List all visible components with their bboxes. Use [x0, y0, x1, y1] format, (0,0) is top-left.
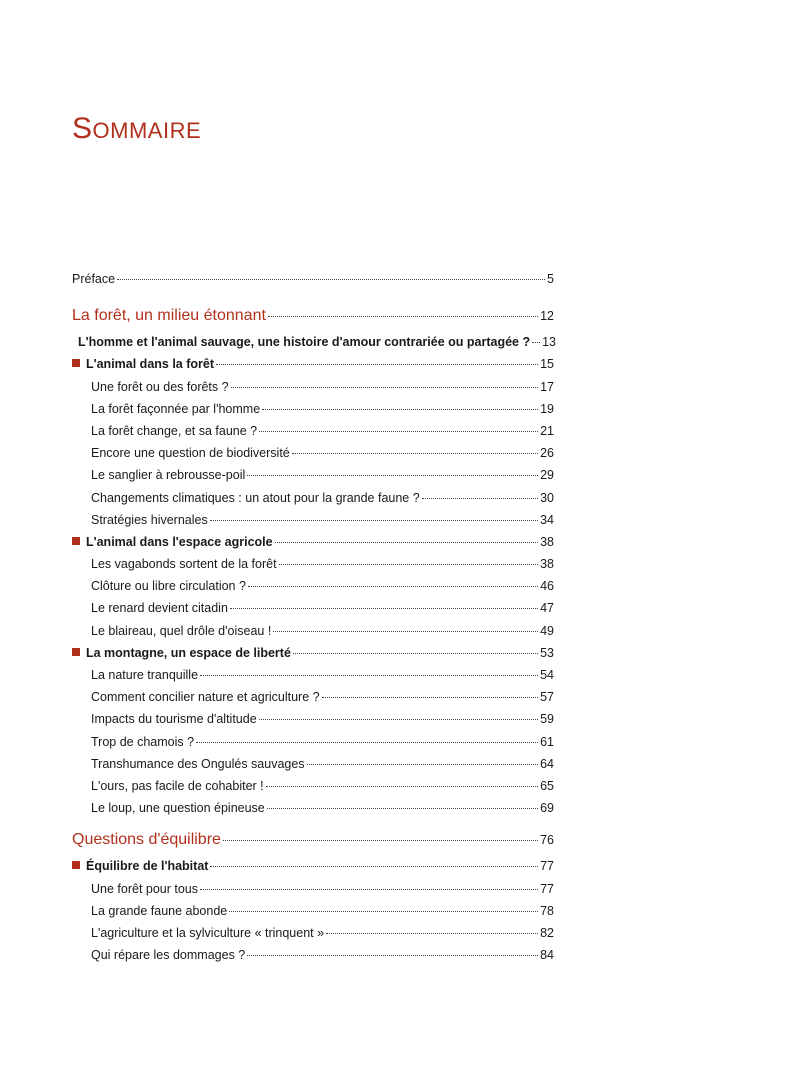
- toc-page-number: 53: [540, 645, 554, 660]
- toc-section[interactable]: [72, 442, 554, 464]
- toc-section-label: La grande faune abonde: [91, 903, 228, 918]
- toc-section-label: Trop de chamois ?: [91, 734, 195, 749]
- toc-page-number: 77: [540, 881, 554, 896]
- toc-chapter-label: L'homme et l'animal sauvage, une histoire d'amour contrariée ou partagée ?: [78, 335, 531, 350]
- toc-section[interactable]: [72, 878, 554, 900]
- dot-leader: [259, 718, 538, 720]
- toc-section[interactable]: [72, 553, 554, 575]
- page-title: [72, 112, 201, 146]
- toc-chapter-label: L'animal dans l'espace agricole: [86, 534, 273, 549]
- square-bullet-icon: [72, 359, 80, 367]
- title-rest: OMMAIRE: [92, 118, 202, 144]
- dot-leader: [196, 741, 538, 743]
- dot-leader: [266, 785, 538, 787]
- toc-section[interactable]: [72, 575, 554, 597]
- toc-section-label: Stratégies hivernales: [91, 512, 208, 527]
- toc-part-label: La forêt, un milieu étonnant: [72, 307, 266, 325]
- toc-page-number: 65: [540, 778, 554, 793]
- toc-page-number: 69: [540, 801, 554, 816]
- toc-section-label: Qui répare les dommages ?: [91, 948, 246, 963]
- toc-page-number: 64: [540, 756, 554, 771]
- dot-leader: [279, 563, 539, 565]
- toc-section-label: Transhumance des Ongulés sauvages: [91, 756, 305, 771]
- toc-page-number: 54: [540, 668, 554, 682]
- dot-leader: [248, 585, 538, 587]
- dot-leader: [210, 519, 538, 521]
- dot-leader: [200, 674, 538, 676]
- toc-section-label: L'ours, pas facile de cohabiter !: [91, 778, 264, 793]
- toc-section-label: Clôture ou libre circulation ?: [91, 579, 246, 594]
- toc-page-number: 77: [540, 859, 554, 874]
- toc-page-number: 30: [540, 490, 554, 505]
- toc-entry-label: Préface: [72, 272, 116, 286]
- dot-leader: [247, 954, 538, 956]
- toc-page-number: 46: [540, 579, 554, 594]
- toc-section[interactable]: [72, 944, 554, 966]
- toc-page-number: 61: [540, 734, 554, 749]
- toc-entry-preface[interactable]: [72, 268, 554, 290]
- toc-section[interactable]: [72, 620, 554, 642]
- dot-leader: [223, 839, 538, 841]
- toc-section[interactable]: [72, 708, 554, 730]
- toc-section[interactable]: [72, 597, 554, 619]
- toc-section-label: Encore une question de biodiversité: [91, 446, 290, 461]
- toc-section-label: Le renard devient citadin: [91, 601, 228, 616]
- toc-page-number: 21: [540, 423, 554, 438]
- square-bullet-icon: [72, 648, 80, 656]
- toc-section-label: La nature tranquille: [91, 668, 199, 682]
- toc-page-number: 49: [540, 623, 554, 638]
- toc-chapter-label: Équilibre de l'habitat: [86, 859, 209, 874]
- dot-leader: [247, 474, 538, 476]
- toc-part-2[interactable]: [72, 825, 554, 855]
- dot-leader: [268, 315, 538, 317]
- dot-leader: [267, 807, 538, 809]
- toc-page-number: 15: [540, 357, 554, 372]
- toc-page-number: 57: [540, 690, 554, 705]
- toc-section[interactable]: [72, 420, 554, 442]
- toc-section-label: Les vagabonds sortent de la forêt: [91, 557, 277, 572]
- toc-section[interactable]: [72, 487, 554, 509]
- toc-page-number: 38: [540, 557, 554, 572]
- dot-leader: [259, 430, 538, 432]
- toc-section-label: Une forêt ou des forêts ?: [91, 379, 229, 394]
- toc-section[interactable]: [72, 753, 554, 775]
- dot-leader: [229, 910, 538, 912]
- dot-leader: [216, 363, 538, 365]
- dot-leader: [117, 278, 545, 280]
- square-bullet-icon: [72, 537, 80, 545]
- toc-page-number: 78: [540, 903, 554, 918]
- toc-section[interactable]: [72, 686, 554, 708]
- toc-page-number: 38: [540, 534, 554, 549]
- toc-page-number: 5: [547, 272, 554, 286]
- dot-leader: [262, 408, 538, 410]
- toc-section[interactable]: [72, 376, 554, 398]
- dot-leader: [231, 386, 539, 388]
- toc-page-number: 47: [540, 601, 554, 616]
- dot-leader: [322, 696, 539, 698]
- toc-section[interactable]: [72, 464, 554, 486]
- dot-leader: [293, 652, 538, 654]
- toc-page-number: 82: [540, 925, 554, 940]
- dot-leader: [273, 630, 538, 632]
- toc-section-label: Le blaireau, quel drôle d'oiseau !: [91, 623, 272, 638]
- toc-section[interactable]: [72, 398, 554, 420]
- dot-leader: [210, 865, 538, 867]
- table-of-contents: [72, 268, 554, 966]
- toc-page-number: 19: [540, 401, 554, 416]
- toc-page-number: 59: [540, 712, 554, 727]
- toc-page-number: 84: [540, 948, 554, 963]
- toc-section-label: Comment concilier nature et agriculture ?: [91, 690, 320, 705]
- toc-chapter-2[interactable]: [72, 353, 554, 375]
- toc-page-number: 12: [540, 309, 554, 324]
- toc-page-number: 34: [540, 512, 554, 527]
- dot-leader: [307, 763, 539, 765]
- toc-part-1[interactable]: [72, 301, 554, 331]
- toc-chapter-label: La montagne, un espace de liberté: [86, 645, 291, 660]
- toc-section-label: Une forêt pour tous: [91, 881, 199, 896]
- toc-page-number: 13: [542, 335, 556, 350]
- dot-leader: [326, 932, 538, 934]
- toc-section-label: Le loup, une question épineuse: [91, 801, 265, 816]
- toc-page-number: 17: [540, 379, 554, 394]
- dot-leader: [200, 888, 538, 890]
- toc-chapter-label: L'animal dans la forêt: [86, 357, 215, 372]
- toc-section-label: L'agriculture et la sylviculture « trinquent »: [91, 925, 325, 940]
- toc-page-number: 29: [540, 468, 554, 483]
- toc-section[interactable]: [72, 797, 554, 819]
- toc-section-label: Le sanglier à rebrousse-poil: [91, 468, 246, 483]
- toc-section[interactable]: [72, 775, 554, 797]
- toc-chapter-5[interactable]: [72, 855, 554, 877]
- toc-section-label: Changements climatiques : un atout pour la grande faune ?: [91, 490, 420, 505]
- dot-leader: [230, 607, 538, 609]
- dot-leader: [275, 541, 539, 543]
- toc-page-number: 26: [540, 446, 554, 461]
- toc-chapter-1[interactable]: [72, 331, 554, 353]
- toc-section[interactable]: [72, 922, 554, 944]
- toc-section[interactable]: [72, 731, 554, 753]
- toc-chapter-4[interactable]: [72, 642, 554, 664]
- toc-part-label: Questions d'équilibre: [72, 831, 221, 849]
- toc-section-label: La forêt façonnée par l'homme: [91, 401, 261, 416]
- toc-page-number: 76: [540, 833, 554, 848]
- toc-section[interactable]: [72, 509, 554, 531]
- title-initial: S: [72, 112, 93, 146]
- dot-leader: [292, 452, 538, 454]
- dot-leader: [532, 341, 540, 343]
- toc-section-label: Impacts du tourisme d'altitude: [91, 712, 257, 727]
- toc-section-label: La forêt change, et sa faune ?: [91, 423, 258, 438]
- square-bullet-icon: [72, 861, 80, 869]
- toc-section[interactable]: [72, 900, 554, 922]
- toc-chapter-3[interactable]: [72, 531, 554, 553]
- toc-section[interactable]: [72, 664, 554, 686]
- dot-leader: [422, 497, 538, 499]
